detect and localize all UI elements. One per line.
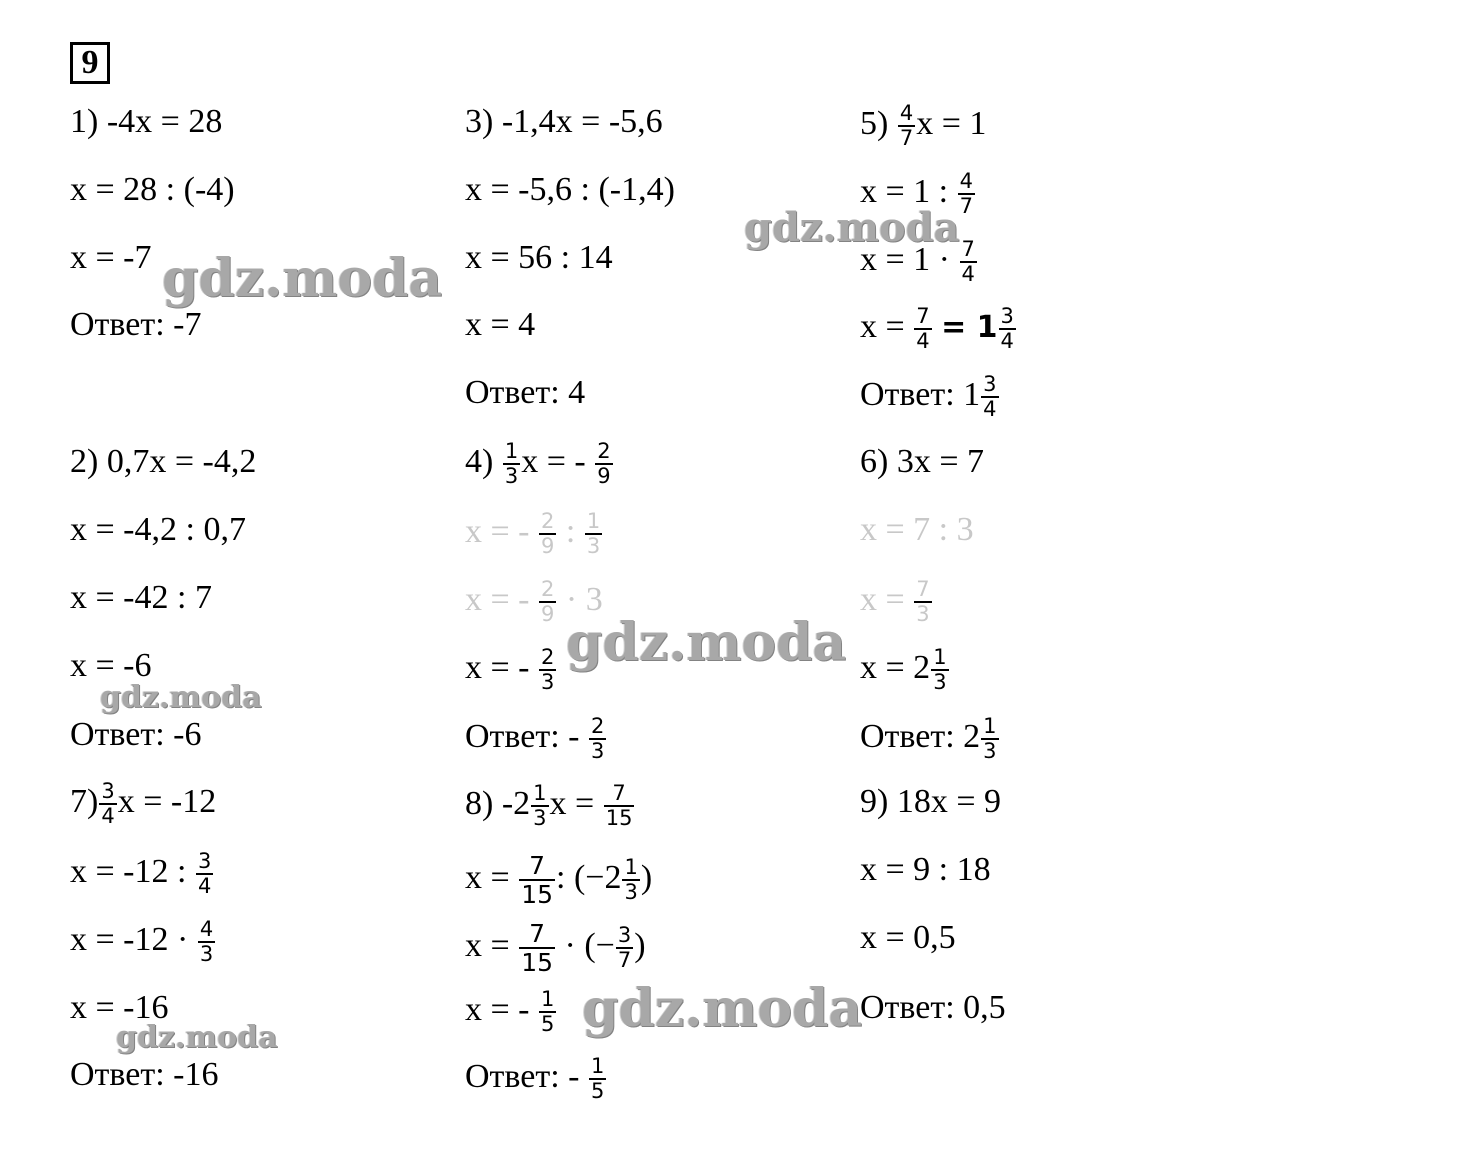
p4-line-2: [465, 510, 603, 558]
numerator: 1: [933, 645, 947, 669]
p8-l5-a: Ответ: -: [465, 1057, 580, 1095]
p2-answer: Ответ: -6: [70, 716, 202, 753]
p6-line-3: [860, 578, 933, 626]
p7-line-4: x = -16: [70, 989, 169, 1026]
p5-answer: [860, 373, 1000, 421]
p9-line-2: x = 9 : 18: [860, 851, 991, 888]
fraction: [198, 918, 215, 966]
p7-l1-b: x = -12: [117, 782, 217, 820]
fraction: [539, 988, 556, 1036]
numerator: 3: [617, 923, 632, 947]
numerator: 2: [590, 714, 605, 738]
p6-l4-a: x = 2: [860, 648, 931, 686]
fraction: [539, 510, 556, 558]
numerator: 1: [590, 1054, 605, 1078]
p1-line-1: 1) -4x = 28: [70, 103, 223, 140]
denominator: 4: [916, 329, 930, 353]
p7-l2-a: x = -12 :: [70, 852, 187, 890]
fraction: [589, 715, 606, 763]
watermark: gdz.moda: [566, 612, 847, 673]
numerator: 4: [899, 101, 914, 125]
fraction: [622, 856, 639, 904]
fraction: [196, 850, 213, 898]
p7-answer: Ответ: -16: [70, 1056, 219, 1093]
numerator: 2: [597, 439, 611, 463]
fraction: [981, 715, 998, 763]
p8-l1-a: 8) -2: [465, 784, 531, 822]
p4-l1-a: 4): [465, 442, 494, 480]
p4-l3-a: x = -: [465, 580, 530, 618]
p8-l3-c: ): [634, 926, 646, 964]
numerator: 7: [961, 237, 975, 261]
numerator: 2: [541, 577, 555, 601]
fraction: [589, 1055, 606, 1103]
watermark: gdz.moda: [162, 248, 443, 309]
p8-line-4: [465, 988, 557, 1036]
p8-l4-a: x = -: [465, 990, 530, 1028]
p4-l2-a: x = -: [465, 512, 530, 550]
denominator: 9: [541, 534, 555, 558]
fraction: [604, 782, 635, 830]
denominator: 3: [590, 739, 605, 763]
p6-line-4: [860, 646, 950, 694]
p8-l2-c: ): [640, 858, 653, 896]
p7-line-3: [70, 918, 216, 966]
watermark: gdz.moda: [116, 1020, 278, 1055]
p7-line-1: [70, 780, 216, 828]
p8-answer: [465, 1055, 607, 1103]
denominator: 3: [624, 880, 638, 904]
p7-l1-a: 7): [70, 782, 99, 820]
watermark: gdz.moda: [744, 204, 960, 251]
numerator: 7: [529, 919, 546, 948]
p8-line-1: [465, 782, 635, 830]
numerator: 3: [101, 779, 115, 803]
denominator: 7: [899, 126, 914, 150]
p5-line-4: [860, 305, 1017, 353]
denominator: 3: [916, 602, 930, 626]
fraction: [616, 924, 633, 972]
p4-line-1: [465, 440, 614, 488]
denominator: 3: [199, 942, 214, 966]
p6-line-1: 6) 3x = 7: [860, 443, 984, 480]
denominator: 3: [983, 739, 997, 763]
p5-l1-a: 5): [860, 104, 889, 142]
denominator: 9: [597, 464, 611, 488]
numerator: 3: [1000, 304, 1014, 328]
numerator: 2: [541, 509, 555, 533]
fraction: [99, 780, 116, 828]
fraction: [898, 102, 915, 150]
p2-line-1: 2) 0,7x = -4,2: [70, 443, 257, 480]
p2-line-3: x = -42 : 7: [70, 579, 212, 616]
fraction: [595, 440, 612, 488]
p5-l5-a: Ответ: 1: [860, 375, 981, 413]
p6-l3-a: x =: [860, 580, 905, 618]
numerator: 1: [983, 714, 997, 738]
denominator: 3: [933, 670, 947, 694]
p5-line-1: [860, 102, 986, 150]
p1-line-3: x = -7: [70, 239, 152, 276]
p5-l4-a: x =: [860, 307, 905, 345]
numerator: 7: [916, 577, 930, 601]
p4-l1-b: x = -: [521, 442, 586, 480]
numerator: 1: [533, 781, 547, 805]
p2-line-4: x = -6: [70, 647, 152, 684]
denominator: 3: [586, 534, 601, 558]
p4-l2-b: :: [565, 512, 576, 550]
fraction: [519, 920, 555, 976]
denominator: 3: [533, 806, 547, 830]
numerator: 1: [504, 439, 519, 463]
numerator: 2: [541, 645, 555, 669]
p3-answer: Ответ: 4: [465, 374, 586, 411]
denominator: 4: [1000, 329, 1014, 353]
numerator: 7: [916, 304, 930, 328]
p8-line-2: [465, 852, 652, 908]
denominator: 3: [504, 464, 519, 488]
watermark: gdz.moda: [100, 680, 262, 715]
fraction: [914, 578, 931, 626]
numerator: 7: [529, 851, 546, 880]
denominator: 15: [605, 806, 633, 830]
p5-l2-a: x = 1 :: [860, 172, 949, 210]
p1-answer: Ответ: -7: [70, 306, 202, 343]
fraction: [503, 440, 520, 488]
denominator: 15: [521, 880, 553, 909]
denominator: 4: [197, 874, 212, 898]
p3-line-1: 3) -1,4x = -5,6: [465, 103, 663, 140]
p8-l1-b: x =: [549, 784, 595, 822]
numerator: 3: [197, 849, 212, 873]
p8-l2-b: : (−2: [556, 858, 622, 896]
p8-l3-a: x =: [465, 926, 510, 964]
fraction: [519, 852, 555, 908]
p3-line-4: x = 4: [465, 306, 536, 343]
numerator: 1: [586, 509, 601, 533]
numerator: 1: [624, 855, 638, 879]
denominator: 4: [961, 262, 975, 286]
p9-answer: Ответ: 0,5: [860, 989, 1006, 1026]
p5-l3-a: x = 1 ·: [860, 240, 950, 278]
numerator: 4: [959, 169, 973, 193]
denominator: 5: [590, 1079, 605, 1103]
p7-l3-a: x = -12 ·: [70, 920, 189, 958]
p6-l5-a: Ответ: 2: [860, 717, 981, 755]
p4-line-4: [465, 646, 557, 694]
denominator: 7: [617, 948, 632, 972]
p4-l3-b: · 3: [565, 580, 603, 618]
denominator: 15: [521, 948, 553, 977]
p8-l2-a: x =: [465, 858, 510, 896]
p8-line-3: [465, 920, 646, 976]
denominator: 9: [541, 602, 555, 626]
numerator: 7: [612, 781, 626, 805]
denominator: 4: [101, 804, 115, 828]
task-number: 9: [70, 42, 110, 84]
numerator: 1: [541, 987, 555, 1011]
p5-l4-b: = 1: [941, 309, 998, 345]
p6-answer: [860, 715, 1000, 763]
p4-l5-a: Ответ: -: [465, 717, 580, 755]
denominator: 5: [541, 1012, 555, 1036]
p2-line-2: x = -4,2 : 0,7: [70, 511, 246, 548]
p6-line-2: x = 7 : 3: [860, 511, 974, 548]
p7-line-2: [70, 850, 214, 898]
numerator: 3: [983, 372, 997, 396]
p8-l3-b: · (−: [564, 926, 615, 964]
fraction: [981, 373, 998, 421]
fraction: [931, 646, 948, 694]
p3-line-3: x = 56 : 14: [465, 239, 613, 276]
p9-line-1: 9) 18x = 9: [860, 783, 1001, 820]
fraction: [585, 510, 602, 558]
numerator: 4: [199, 917, 214, 941]
p9-line-3: x = 0,5: [860, 919, 956, 956]
denominator: 4: [983, 397, 997, 421]
p1-line-2: x = 28 : (-4): [70, 171, 235, 208]
denominator: 3: [541, 670, 555, 694]
fraction: [999, 305, 1016, 353]
fraction: [531, 782, 548, 830]
watermark: gdz.moda: [582, 978, 863, 1039]
fraction: [539, 578, 556, 626]
p4-l4-a: x = -: [465, 648, 530, 686]
fraction: [539, 646, 556, 694]
p3-line-2: x = -5,6 : (-1,4): [465, 171, 675, 208]
fraction: [960, 238, 977, 286]
p5-l1-b: x = 1: [916, 104, 987, 142]
fraction: [914, 305, 931, 353]
denominator: 7: [959, 194, 973, 218]
fraction: [958, 170, 975, 218]
p4-answer: [465, 715, 607, 763]
